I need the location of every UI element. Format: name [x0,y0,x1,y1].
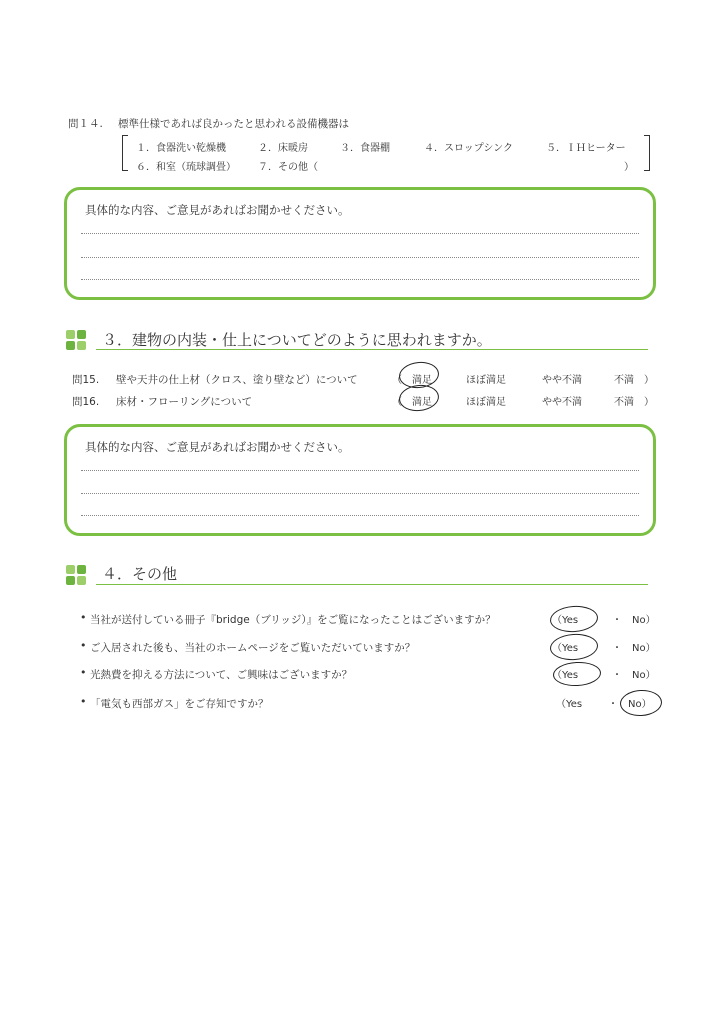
s4-q1-sep: ・ [612,615,622,626]
s4-q1-answer-circle [549,604,599,633]
section4-underline [96,584,648,585]
s4-q3-no[interactable]: No） [632,670,656,681]
list-bullet: • [80,639,87,652]
q16-option-satisfied[interactable]: 満足 [412,397,432,408]
q15-option-mostly-satisfied[interactable]: ほぼ満足 [466,375,506,386]
q16-text: 床材・フローリングについて [116,396,253,408]
s4-q2-sep: ・ [612,643,622,654]
q16-option-mostly-satisfied[interactable]: ほぼ満足 [466,397,506,408]
s4-q4-sep: ・ [608,699,618,710]
comment-line[interactable] [81,233,639,234]
q15-option-satisfied[interactable]: 満足 [412,375,432,386]
s4-q4-yes[interactable]: （Yes [556,699,583,710]
q15-option-dissatisfied[interactable]: 不満 [614,375,634,386]
comment-prompt: 具体的な内容、ご意見があればお聞かせください。 [85,203,350,217]
section4-title: ４．その他 [102,565,178,583]
s4-q1-yes[interactable]: （Yes [552,615,579,626]
q16-label: 問16. [72,396,100,408]
q14-option-dishwasher[interactable]: １．食器洗い乾燥機 [136,143,226,154]
comment-box-section3[interactable] [64,424,656,536]
comment-line[interactable] [81,257,639,258]
s4-q2-yes[interactable]: （Yes [552,643,579,654]
s4-question-seibu-gas: 「電気も西部ガス」をご存知ですか？ [90,698,269,710]
q14-text: 標準仕様であれば良かったと思われる設備機器は [118,118,349,130]
q14-option-cupboard[interactable]: ３．食器棚 [340,143,390,154]
q16-option-somewhat-dissatisfied[interactable]: やや不満 [542,397,582,408]
comment-box-q14[interactable] [64,187,656,300]
s4-q4-answer-circle [619,689,662,717]
q15-label: 問15. [72,374,100,386]
q14-left-bracket [122,135,128,171]
comment-line[interactable] [81,515,639,516]
s4-q3-answer-circle [552,661,601,687]
q15-open-paren: （ [392,375,402,386]
s4-q3-yes[interactable]: （Yes [552,670,579,681]
s4-question-utility-cost: 光熱費を抑える方法について、ご興味はございますか？ [90,669,353,681]
s4-q1-no[interactable]: No） [632,615,656,626]
section3-underline [96,349,648,350]
list-bullet: • [80,611,87,624]
q16-option-dissatisfied[interactable]: 不満 [614,397,634,408]
q14-option-slop-sink[interactable]: ４．スロップシンク [424,143,513,154]
q14-option-other[interactable]: ７．その他（ [258,162,318,173]
q15-text: 壁や天井の仕上材（クロス、塗り壁など）について [116,374,358,386]
q14-option-japanese-room[interactable]: ６．和室（琉球調畳） [136,162,236,173]
q16-open-paren: （ [392,397,402,408]
list-bullet: • [80,695,87,708]
section3-title: ３．建物の内装・仕上についてどのように思われますか。 [102,331,492,349]
comment-line[interactable] [81,493,639,494]
q15-option-somewhat-dissatisfied[interactable]: やや不満 [542,375,582,386]
comment-line[interactable] [81,279,639,280]
q14-option-ih-heater[interactable]: ５．ＩＨヒーター [546,143,626,154]
s4-q4-no[interactable]: No） [628,699,652,710]
comment-line[interactable] [81,470,639,471]
s4-question-bridge: 当社が送付している冊子『bridge（ブリッジ）』をご覧になったことはございますか？ [90,614,496,626]
q14-option-floor-heating[interactable]: ２．床暖房 [258,143,308,154]
comment-prompt: 具体的な内容、ご意見があればお聞かせください。 [85,440,350,454]
s4-q3-sep: ・ [612,670,622,681]
clover-icon [66,565,86,585]
q16-close-paren: ） [644,397,654,408]
list-bullet: • [80,666,87,679]
s4-question-homepage: ご入居された後も、当社のホームページをご覧いただいていますか？ [90,642,416,654]
q14-label: 問１４. [68,118,103,130]
s4-q2-no[interactable]: No） [632,643,656,654]
clover-icon [66,330,86,350]
q14-other-close-paren: ） [624,162,634,173]
q14-right-bracket [644,135,650,171]
s4-q2-answer-circle [549,632,599,661]
q15-close-paren: ） [644,375,654,386]
q16-selected-circle [398,383,440,413]
